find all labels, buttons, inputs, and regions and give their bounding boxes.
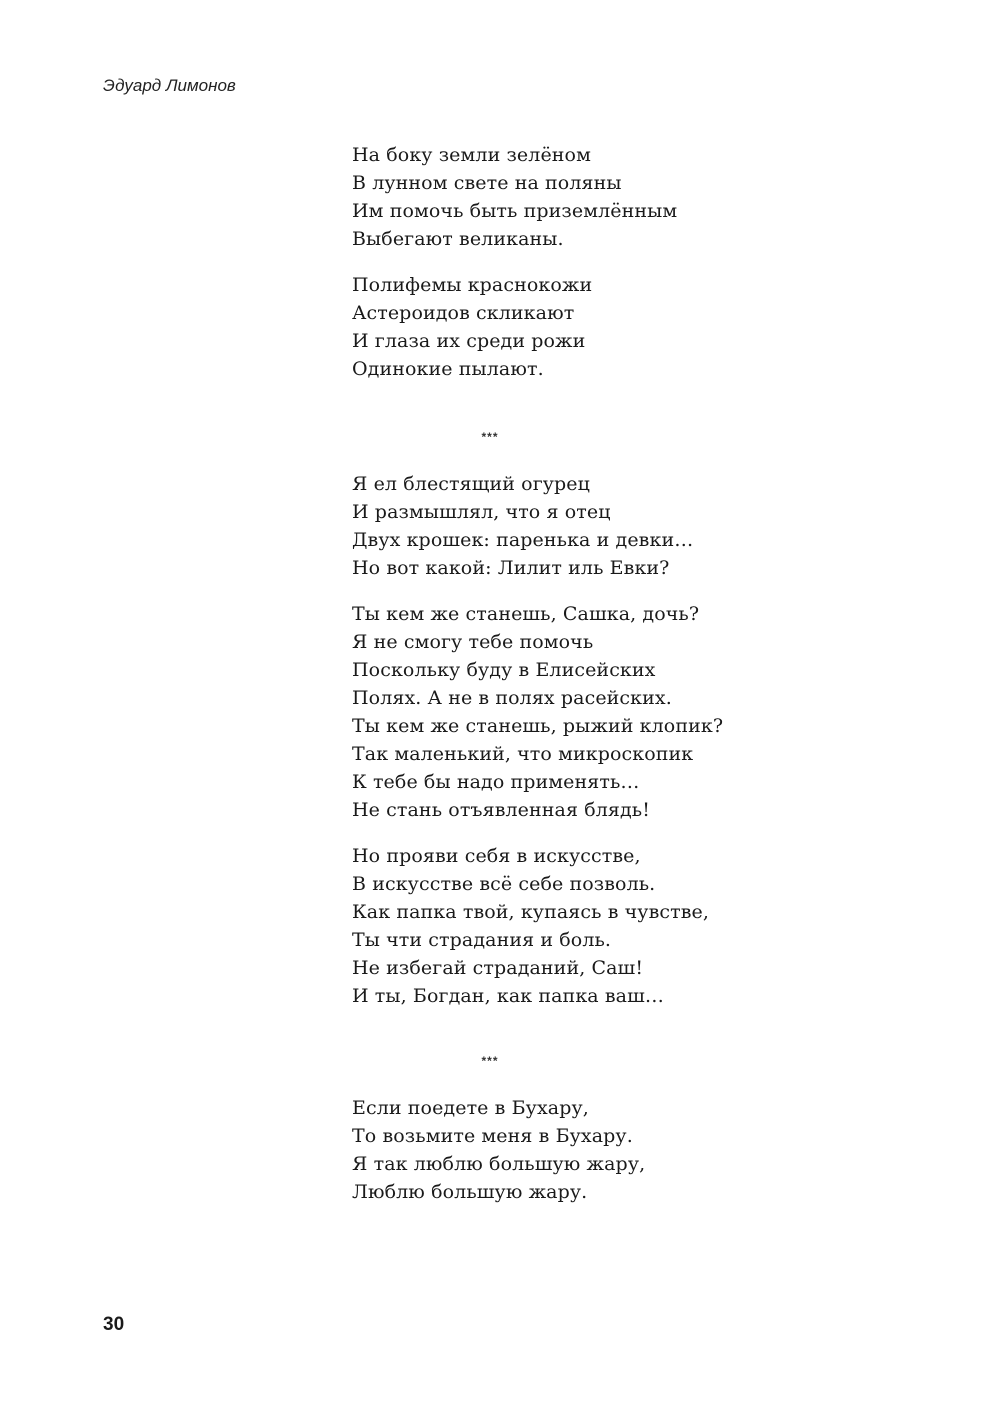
poem-line: Астероидов скликают — [352, 302, 575, 324]
poem-line: Ты кем же станешь, рыжий клопик? — [352, 715, 724, 737]
poem-line: Так маленький, что микроскопик — [352, 743, 694, 765]
poem-3 — [352, 1094, 912, 1224]
poem-1 — [352, 141, 912, 401]
poem-line: Я ел блестящий огурец — [352, 473, 590, 495]
poem-line: Если поедете в Бухару, — [352, 1097, 589, 1119]
poem-line: На боку земли зелёном — [352, 144, 591, 166]
stanza — [352, 271, 912, 383]
running-header-author: Эдуард Лимонов — [103, 76, 236, 95]
poem-line: Одинокие пылают. — [352, 358, 544, 380]
poem-line: Им помочь быть приземлённым — [352, 200, 678, 222]
poem-line: Я так люблю большую жару, — [352, 1153, 646, 1175]
poem-line: Ты чти страдания и боль. — [352, 929, 612, 951]
poem-line: В лунном свете на поляны — [352, 172, 622, 194]
poem-line: Выбегают великаны. — [352, 228, 564, 250]
poem-line: Люблю большую жару. — [352, 1181, 588, 1203]
poem-line: В искусстве всё себе позволь. — [352, 873, 656, 895]
section-separator: *** — [481, 430, 499, 444]
poem-line: Не избегай страданий, Саш! — [352, 957, 644, 979]
poem-line: Но вот какой: Лилит иль Евки? — [352, 557, 670, 579]
poem-line: Полифемы краснокожи — [352, 274, 593, 296]
poem-line: И размышлял, что я отец — [352, 501, 611, 523]
poem-2 — [352, 470, 912, 1028]
stanza — [352, 600, 912, 824]
poem-line: То возьмите меня в Бухару. — [352, 1125, 633, 1147]
poem-line: И ты, Богдан, как папка ваш… — [352, 985, 664, 1007]
stanza — [352, 842, 912, 1010]
section-separator: *** — [481, 1054, 499, 1068]
stanza — [352, 470, 912, 582]
poem-line: Поскольку буду в Елисейских — [352, 659, 656, 681]
stanza — [352, 1094, 912, 1206]
poem-line: Ты кем же станешь, Сашка, дочь? — [352, 603, 700, 625]
poem-line: Я не смогу тебе помочь — [352, 631, 594, 653]
poem-line: Не стань отъявленная блядь! — [352, 799, 650, 821]
poem-line: Полях. А не в полях расейских. — [352, 687, 672, 709]
poem-line: К тебе бы надо применять… — [352, 771, 640, 793]
poem-line: Двух крошек: паренька и девки… — [352, 529, 694, 551]
stanza — [352, 141, 912, 253]
page-number: 30 — [103, 1314, 125, 1335]
poem-line: Но прояви себя в искусстве, — [352, 845, 641, 867]
poem-line: Как папка твой, купаясь в чувстве, — [352, 901, 709, 923]
poem-line: И глаза их среди рожи — [352, 330, 586, 352]
